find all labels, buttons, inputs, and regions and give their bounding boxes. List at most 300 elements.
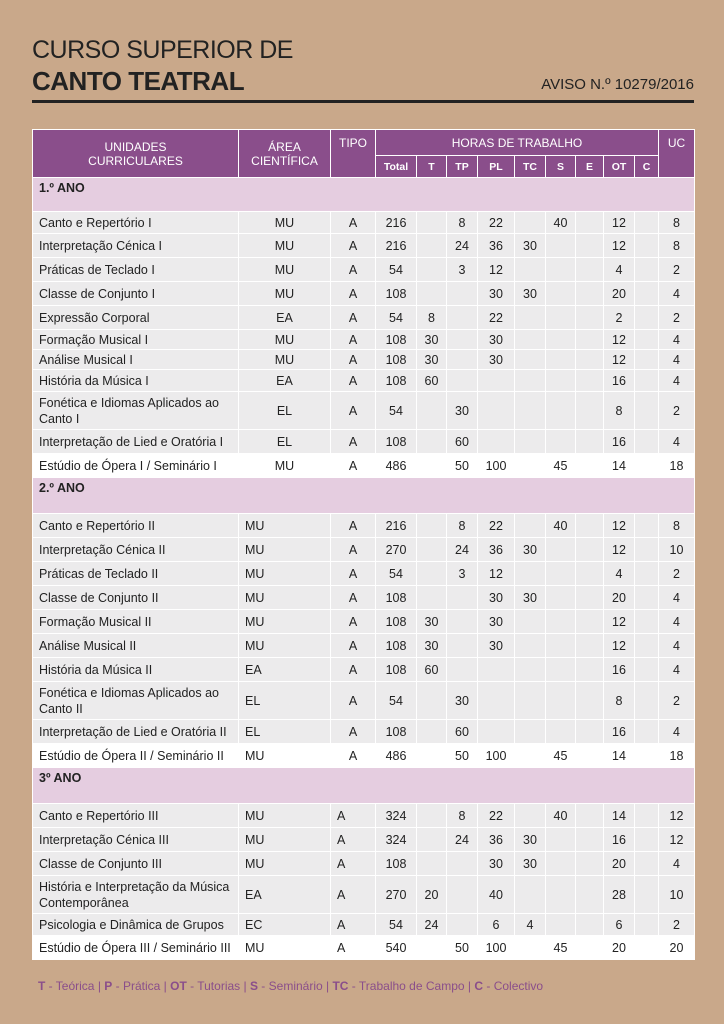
table-cell (576, 682, 604, 720)
table-cell: 8 (604, 392, 635, 430)
table-cell: A (331, 720, 376, 744)
table-cell: 4 (659, 634, 695, 658)
table-row (33, 876, 695, 914)
table-cell (447, 350, 478, 370)
table-cell (635, 658, 659, 682)
table-row (33, 828, 695, 852)
table-cell (635, 720, 659, 744)
table-cell: 100 (478, 454, 515, 478)
unit-name: Classe de Conjunto I (33, 282, 239, 306)
table-cell (447, 852, 478, 876)
unit-name: Formação Musical I (33, 330, 239, 350)
table-cell: 30 (478, 330, 515, 350)
table-cell (417, 454, 447, 478)
area-cell: MU (239, 234, 331, 258)
table-cell (576, 282, 604, 306)
table-cell (447, 634, 478, 658)
area-cell: MU (239, 258, 331, 282)
table-cell: 108 (376, 658, 417, 682)
table-cell (417, 430, 447, 454)
area-cell: MU (239, 350, 331, 370)
table-cell: 8 (447, 212, 478, 234)
table-cell: 8 (659, 234, 695, 258)
table-cell (576, 514, 604, 538)
table-cell (635, 234, 659, 258)
table-cell: 36 (478, 828, 515, 852)
table-cell: 4 (659, 282, 695, 306)
table-cell: 54 (376, 392, 417, 430)
table-cell (417, 514, 447, 538)
table-cell: 6 (604, 914, 635, 936)
table-cell: 12 (659, 804, 695, 828)
table-cell (478, 658, 515, 682)
table-cell: 108 (376, 634, 417, 658)
legend-value: Tutorias (197, 979, 241, 993)
table-cell: 4 (659, 430, 695, 454)
table-cell (576, 744, 604, 768)
table-cell: 16 (604, 720, 635, 744)
table-row (33, 914, 695, 936)
unit-name: Psicologia e Dinâmica de Grupos (33, 914, 239, 936)
table-cell: 4 (604, 562, 635, 586)
table-cell: 40 (546, 804, 576, 828)
table-cell: 486 (376, 454, 417, 478)
table-cell (546, 330, 576, 350)
table-cell (546, 562, 576, 586)
table-cell: 12 (659, 828, 695, 852)
table-cell: 30 (515, 234, 546, 258)
unit-name: Classe de Conjunto II (33, 586, 239, 610)
table-cell: 24 (447, 828, 478, 852)
table-cell (515, 454, 546, 478)
unit-name: Estúdio de Ópera II / Seminário II (33, 744, 239, 768)
table-cell (417, 852, 447, 876)
table-cell: 20 (604, 282, 635, 306)
table-cell: 486 (376, 744, 417, 768)
unit-name: Análise Musical I (33, 350, 239, 370)
table-cell: 54 (376, 562, 417, 586)
unit-name: Estúdio de Ópera III / Seminário III (33, 936, 239, 960)
table-row (33, 586, 695, 610)
table-cell (546, 258, 576, 282)
table-cell (546, 914, 576, 936)
table-cell: 4 (659, 350, 695, 370)
table-row (33, 430, 695, 454)
table-cell (417, 720, 447, 744)
unit-name: História da Música I (33, 370, 239, 392)
unit-name: Interpretação Cénica I (33, 234, 239, 258)
table-cell (546, 634, 576, 658)
table-cell: 45 (546, 744, 576, 768)
legend-value: Colectivo (493, 979, 544, 993)
table-cell: 12 (604, 514, 635, 538)
table-row (33, 936, 695, 960)
table-cell: 16 (604, 370, 635, 392)
unit-name: Classe de Conjunto III (33, 852, 239, 876)
table-cell (515, 330, 546, 350)
table-cell: 16 (604, 828, 635, 852)
table-cell: 14 (604, 744, 635, 768)
table-cell (635, 936, 659, 960)
legend-key: S (249, 979, 258, 993)
table-row (33, 212, 695, 234)
table-cell (515, 392, 546, 430)
table-cell: 22 (478, 514, 515, 538)
area-cell: MU (239, 330, 331, 350)
table-row (33, 330, 695, 350)
table-cell: 30 (417, 330, 447, 350)
table-cell: 4 (659, 852, 695, 876)
table-cell (576, 852, 604, 876)
table-cell: A (331, 234, 376, 258)
table-cell (515, 430, 546, 454)
table-row (33, 562, 695, 586)
curriculum-table (32, 129, 695, 960)
table-row (33, 610, 695, 634)
table-cell (576, 658, 604, 682)
table-cell: A (331, 804, 376, 828)
table-row (33, 538, 695, 562)
table-cell: 3 (447, 562, 478, 586)
table-cell (447, 876, 478, 914)
table-cell (635, 430, 659, 454)
table-cell (546, 538, 576, 562)
table-cell (546, 392, 576, 430)
table-cell (515, 258, 546, 282)
area-cell: MU (239, 454, 331, 478)
table-cell (515, 682, 546, 720)
table-cell: 30 (478, 634, 515, 658)
subheader-total: Total (376, 156, 417, 178)
area-cell: EL (239, 682, 331, 720)
legend-key: TC (332, 979, 349, 993)
legend (38, 979, 543, 993)
table-cell: A (331, 936, 376, 960)
table-cell: 10 (659, 538, 695, 562)
table-cell: 20 (604, 586, 635, 610)
table-cell (515, 720, 546, 744)
table-cell (576, 212, 604, 234)
header-uc: UC (659, 130, 695, 178)
table-cell (635, 258, 659, 282)
legend-dash: - (112, 979, 123, 993)
unit-name: História e Interpretação da Música Contemporânea (33, 876, 239, 914)
area-cell: MU (239, 936, 331, 960)
table-cell: 12 (604, 350, 635, 370)
table-cell: 4 (659, 658, 695, 682)
table-cell: 60 (417, 370, 447, 392)
unit-name: Fonética e Idiomas Aplicados ao Canto II (33, 682, 239, 720)
table-cell: 30 (515, 538, 546, 562)
table-cell (515, 350, 546, 370)
table-cell (546, 430, 576, 454)
table-cell: 18 (659, 744, 695, 768)
unit-name: Expressão Corporal (33, 306, 239, 330)
table-cell (417, 212, 447, 234)
table-cell: 2 (659, 306, 695, 330)
subheader-t: T (417, 156, 447, 178)
legend-dash: - (348, 979, 359, 993)
table-cell: A (331, 370, 376, 392)
table-cell (515, 804, 546, 828)
table-cell: 100 (478, 936, 515, 960)
table-cell: A (331, 744, 376, 768)
table-cell (417, 258, 447, 282)
table-cell: 54 (376, 682, 417, 720)
table-cell: 324 (376, 828, 417, 852)
table-cell (546, 852, 576, 876)
table-cell: 30 (478, 350, 515, 370)
unit-name: Estúdio de Ópera I / Seminário I (33, 454, 239, 478)
legend-value: Trabalho de Campo (358, 979, 465, 993)
table-row (33, 454, 695, 478)
table-cell (546, 876, 576, 914)
table-cell: 2 (659, 562, 695, 586)
table-cell: 30 (417, 634, 447, 658)
table-cell: 54 (376, 258, 417, 282)
legend-key: C (474, 979, 484, 993)
area-cell: MU (239, 804, 331, 828)
table-cell (417, 804, 447, 828)
table-cell (635, 828, 659, 852)
table-cell (576, 430, 604, 454)
table-cell (515, 658, 546, 682)
table-cell (515, 514, 546, 538)
year-header: 1.º ANO (33, 178, 695, 212)
table-cell: 16 (604, 430, 635, 454)
table-cell: 20 (604, 852, 635, 876)
table-cell: A (331, 634, 376, 658)
table-cell (635, 804, 659, 828)
legend-dash: - (483, 979, 494, 993)
year-header: 3º ANO (33, 768, 695, 804)
unit-name: Interpretação Cénica II (33, 538, 239, 562)
table-cell: 216 (376, 234, 417, 258)
area-cell: MU (239, 586, 331, 610)
legend-value: Prática (122, 979, 161, 993)
legend-key: OT (170, 979, 187, 993)
table-cell (635, 586, 659, 610)
subheader-tp: TP (447, 156, 478, 178)
table-cell: 30 (478, 586, 515, 610)
unit-name: Análise Musical II (33, 634, 239, 658)
legend-value: Seminário (268, 979, 323, 993)
legend-separator: | (464, 979, 475, 993)
area-cell: EA (239, 306, 331, 330)
table-cell: 108 (376, 586, 417, 610)
table-cell: 2 (659, 258, 695, 282)
table-row (33, 282, 695, 306)
table-row (33, 744, 695, 768)
table-cell (546, 720, 576, 744)
table-row (33, 258, 695, 282)
table-cell (447, 306, 478, 330)
table-cell (576, 370, 604, 392)
table-cell (546, 610, 576, 634)
unit-name: Interpretação de Lied e Oratória I (33, 430, 239, 454)
area-cell: MU (239, 828, 331, 852)
table-cell: A (331, 914, 376, 936)
area-cell: MU (239, 538, 331, 562)
table-cell (515, 936, 546, 960)
table-cell: 324 (376, 804, 417, 828)
table-cell: A (331, 258, 376, 282)
table-cell (576, 876, 604, 914)
table-cell (635, 610, 659, 634)
table-cell (635, 392, 659, 430)
table-cell: A (331, 514, 376, 538)
unit-name: Canto e Repertório I (33, 212, 239, 234)
header-tipo: TIPO (331, 130, 376, 178)
table-cell: A (331, 562, 376, 586)
area-cell: EC (239, 914, 331, 936)
area-cell: MU (239, 610, 331, 634)
table-cell (546, 370, 576, 392)
table-cell: 54 (376, 306, 417, 330)
table-cell: 12 (604, 610, 635, 634)
title-line-2: CANTO TEATRAL (32, 66, 245, 96)
table-cell: 8 (447, 514, 478, 538)
table-cell: 4 (604, 258, 635, 282)
table-cell: 216 (376, 514, 417, 538)
unit-name: Práticas de Teclado I (33, 258, 239, 282)
table-cell (635, 350, 659, 370)
unit-name: História da Música II (33, 658, 239, 682)
table-cell: 12 (604, 538, 635, 562)
table-cell: 270 (376, 538, 417, 562)
table-cell (515, 876, 546, 914)
legend-separator: | (322, 979, 333, 993)
header-horas: HORAS DE TRABALHO (376, 130, 659, 156)
table-cell (417, 392, 447, 430)
table-cell (417, 828, 447, 852)
table-cell: A (331, 306, 376, 330)
table-cell: 2 (604, 306, 635, 330)
table-cell: 24 (417, 914, 447, 936)
area-cell: EL (239, 430, 331, 454)
table-cell: 108 (376, 350, 417, 370)
area-cell: EA (239, 876, 331, 914)
subheader-s: S (546, 156, 576, 178)
legend-separator: | (160, 979, 171, 993)
table-cell: 60 (447, 720, 478, 744)
table-cell (635, 876, 659, 914)
table-cell: A (331, 282, 376, 306)
table-cell (417, 744, 447, 768)
table-cell (635, 914, 659, 936)
table-cell (417, 586, 447, 610)
title-rule (32, 100, 694, 103)
table-row (33, 350, 695, 370)
table-row (33, 392, 695, 430)
table-cell: 8 (659, 212, 695, 234)
table-cell (515, 562, 546, 586)
legend-separator: | (240, 979, 250, 993)
table-cell: A (331, 392, 376, 430)
table-cell: 22 (478, 306, 515, 330)
table-cell (635, 454, 659, 478)
table-cell: A (331, 330, 376, 350)
area-cell: MU (239, 634, 331, 658)
table-cell (417, 562, 447, 586)
subheader-pl: PL (478, 156, 515, 178)
table-cell: 20 (604, 936, 635, 960)
area-cell: MU (239, 212, 331, 234)
table-cell (635, 744, 659, 768)
table-cell (546, 234, 576, 258)
table-cell (576, 828, 604, 852)
table-cell (417, 682, 447, 720)
table-cell: 108 (376, 430, 417, 454)
table-cell (576, 306, 604, 330)
table-cell: 12 (478, 258, 515, 282)
table-cell (546, 306, 576, 330)
table-row (33, 682, 695, 720)
table-cell: 40 (478, 876, 515, 914)
table-cell: 10 (659, 876, 695, 914)
table-cell (478, 720, 515, 744)
table-cell (576, 538, 604, 562)
table-cell: 4 (659, 330, 695, 350)
table-cell: 30 (478, 610, 515, 634)
table-row (33, 514, 695, 538)
table-cell (635, 852, 659, 876)
table-cell: 40 (546, 212, 576, 234)
subheader-e: E (576, 156, 604, 178)
table-cell (515, 634, 546, 658)
table-cell: A (331, 350, 376, 370)
table-cell: 45 (546, 936, 576, 960)
table-cell: 40 (546, 514, 576, 538)
table-cell (478, 392, 515, 430)
table-cell: 8 (604, 682, 635, 720)
table-cell: 12 (478, 562, 515, 586)
table-cell (447, 330, 478, 350)
table-cell: 108 (376, 370, 417, 392)
table-cell (447, 658, 478, 682)
table-cell (576, 350, 604, 370)
table-cell: A (331, 586, 376, 610)
table-cell (635, 538, 659, 562)
table-cell (635, 370, 659, 392)
unit-name: Formação Musical II (33, 610, 239, 634)
table-cell (417, 234, 447, 258)
table-cell: A (331, 538, 376, 562)
table-cell: A (331, 610, 376, 634)
table-cell (515, 306, 546, 330)
legend-value: Teórica (55, 979, 95, 993)
table-row (33, 804, 695, 828)
table-cell (515, 212, 546, 234)
table-cell (576, 720, 604, 744)
table-cell: 18 (659, 454, 695, 478)
table-cell: 3 (447, 258, 478, 282)
table-cell: 12 (604, 234, 635, 258)
title-line-1: CURSO SUPERIOR DE (32, 36, 293, 64)
area-cell: MU (239, 744, 331, 768)
table-cell (635, 306, 659, 330)
table-cell: 2 (659, 682, 695, 720)
table-row (33, 634, 695, 658)
table-cell: A (331, 852, 376, 876)
table-cell: 12 (604, 634, 635, 658)
area-cell: MU (239, 852, 331, 876)
table-cell (576, 454, 604, 478)
table-cell (478, 430, 515, 454)
table-cell: 8 (659, 514, 695, 538)
table-cell: 4 (515, 914, 546, 936)
table-cell: 216 (376, 212, 417, 234)
